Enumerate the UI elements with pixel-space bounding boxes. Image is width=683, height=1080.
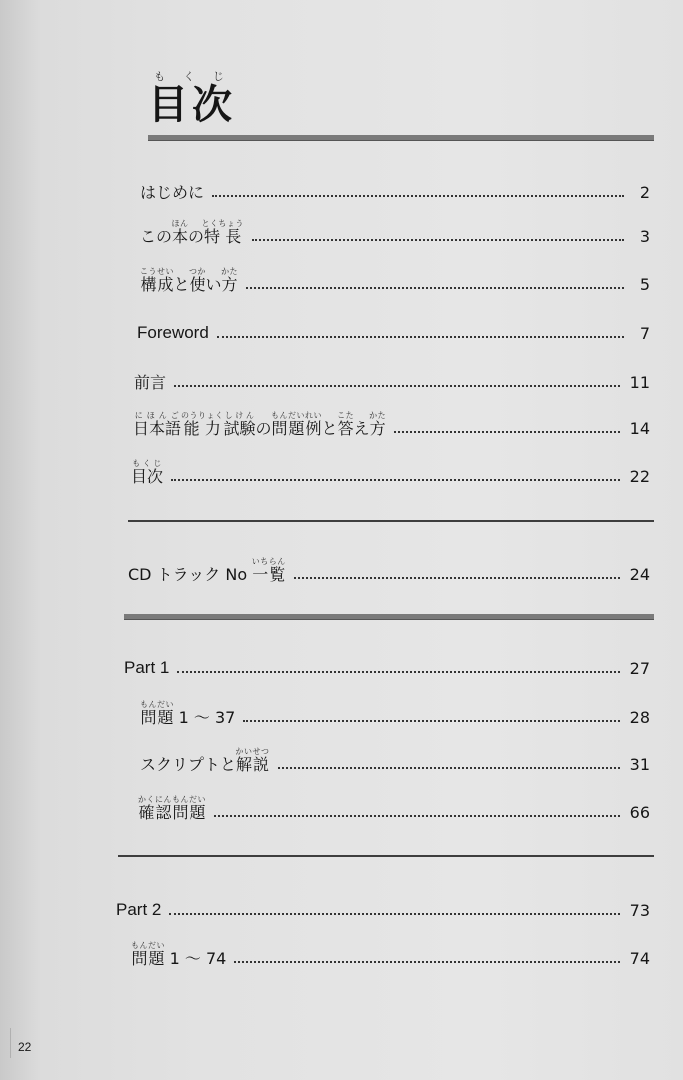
toc-entry-label: 問題もんだい 1 〜 37 [140,699,236,727]
toc-entry-label: 日本語にほんご能力のうりょく試験しけんの問題例もんだいれいと答こたえ方かた [133,410,387,438]
toc-entry-page: 3 [639,226,650,246]
toc-entry-page: 73 [629,900,650,920]
title-rule [148,135,654,140]
toc-entry-label: スクリプトと解説かいせつ [140,746,270,774]
toc-entry-page: 28 [629,707,650,727]
toc-entry-part1-kakunin[interactable] [138,792,650,822]
toc-entry-part1[interactable] [124,648,650,678]
dot-leader [171,479,620,481]
dot-leader [246,287,624,289]
section-rule [124,614,654,619]
toc-entry-foreword[interactable] [137,313,650,343]
dot-leader [252,239,624,241]
toc-entry-page: 74 [629,948,650,968]
dot-leader [394,431,619,433]
toc-entry-page: 2 [639,182,650,202]
dot-leader [278,767,620,769]
page-title: 目次もくじ [148,70,236,128]
toc-entry-label: 構成こうせいと使つかい方かた [140,266,239,294]
dot-leader [214,815,620,817]
toc-entry-label: この本ほんの特長とくちょう [140,218,244,246]
toc-entry-page: 22 [629,466,650,486]
dot-leader [217,336,624,338]
toc-entry-label: CD トラック No 一覧いちらん [128,556,286,584]
toc-entry-label: 問題もんだい 1 〜 74 [131,940,227,968]
toc-entry-label: Part 1 [124,657,170,677]
margin-line [10,1028,11,1058]
dot-leader [212,195,624,197]
toc-entry-page: 24 [629,564,650,584]
toc-entry-label: 前言 [134,372,167,392]
toc-entry-label: 確認問題かくにんもんだい [138,794,206,822]
toc-entry-page: 27 [629,658,650,678]
toc-entry-cd-tracks[interactable] [128,554,650,584]
section-divider [128,520,654,522]
toc-entry-mondairei[interactable] [133,408,650,438]
toc-entry-part1-script[interactable] [140,744,650,774]
toc-entry-label: 目次もくじ [131,458,164,486]
toc-entry-page: 7 [639,323,650,343]
toc-entry-label: Part 2 [116,899,162,919]
toc-entry-page: 66 [629,802,650,822]
toc-entry-label: Foreword [137,322,209,342]
toc-entry-label: はじめに [140,182,205,202]
toc-entry-hajimeni[interactable] [140,172,650,202]
toc-entry-part2[interactable] [116,890,650,920]
toc-entry-part1-mondai[interactable] [140,697,650,727]
dot-leader [234,961,619,963]
toc-entry-zengen[interactable] [134,362,650,392]
dot-leader [243,720,619,722]
dot-leader [294,577,620,579]
toc-entry-page: 5 [639,274,650,294]
section-divider [118,855,654,857]
toc-entry-mokuji[interactable] [131,456,650,486]
dot-leader [169,913,619,915]
page-number: 22 [18,1040,32,1054]
toc-entry-page: 14 [629,418,650,438]
dot-leader [177,671,619,673]
toc-entry-kousei[interactable] [140,264,650,294]
toc-entry-part2-mondai[interactable] [131,938,650,968]
toc-entry-page: 11 [629,372,650,392]
toc-entry-page: 31 [629,754,650,774]
dot-leader [174,385,620,387]
toc-entry-tokuchou[interactable] [140,216,650,246]
